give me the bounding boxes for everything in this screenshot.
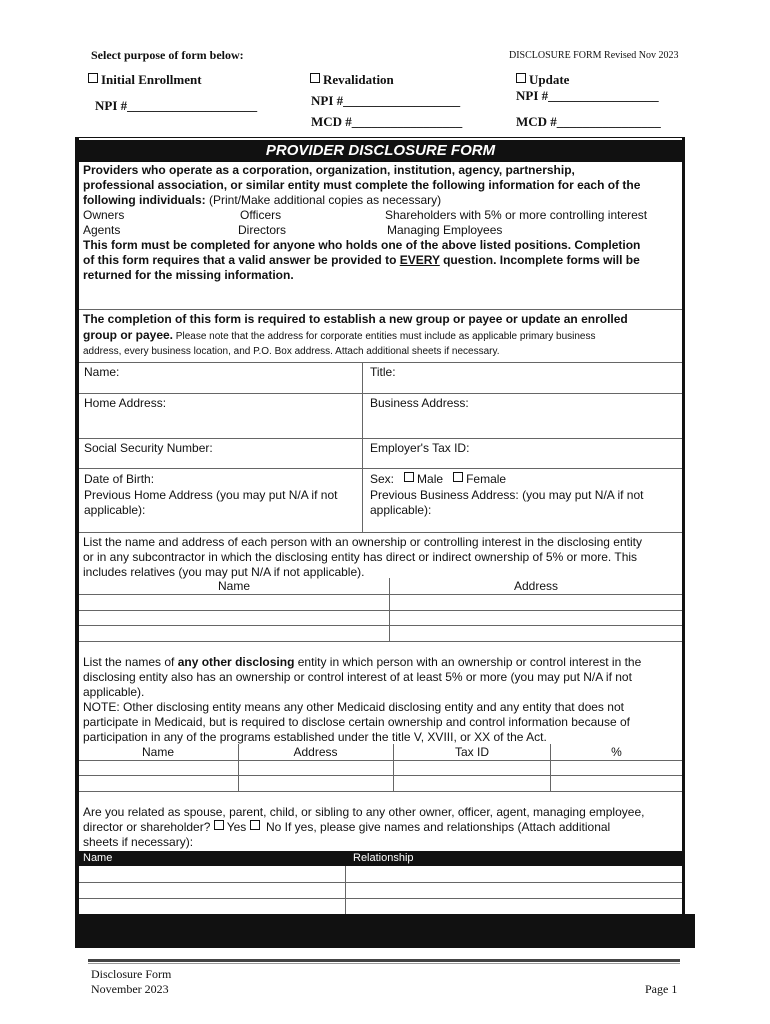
other-entity-line: NOTE: Other disclosing entity means any other Medicaid disclosing entity and any entity that does not <box>83 700 624 714</box>
update-option[interactable] <box>516 72 569 88</box>
table-line <box>79 641 682 642</box>
yes-label: Yes <box>226 820 247 834</box>
intro-line: Providers who operate as a corporation, organization, institution, agency, partnership, <box>83 163 575 177</box>
ownership-col-name: Name <box>217 579 250 593</box>
required-section <box>83 312 681 359</box>
ownership-line: List the name and address of each person with an ownership or controlling interest in the disclosing entity <box>83 535 642 549</box>
business-address-field[interactable]: Business Address: <box>370 396 469 410</box>
other-entity-text: List the names of <box>83 655 178 669</box>
footer-page: Page 1 <box>645 982 678 996</box>
complete-line: returned for the missing information. <box>83 268 294 282</box>
intro-rest: (Print/Make additional copies as necessary) <box>205 193 442 207</box>
table-line <box>79 882 682 883</box>
entity-col-address: Address <box>293 745 338 759</box>
ssn-field[interactable]: Social Security Number: <box>84 441 213 455</box>
mcd-revalidation-field[interactable]: MCD #_________________ <box>311 114 463 129</box>
related-text: If yes, please give names and relationships (Attach additional <box>281 820 611 834</box>
ownership-instructions <box>83 535 681 580</box>
role-directors: Directors <box>238 223 287 237</box>
related-text: director or shareholder? <box>83 820 214 834</box>
prev-business-label: Previous Business Address: (you may put N/A if not <box>370 488 644 502</box>
male-label: Male <box>417 472 444 486</box>
ownership-col-address: Address <box>513 579 559 593</box>
intro-section <box>83 163 678 283</box>
other-entity-bold: any other disclosing <box>177 655 295 669</box>
footer-rule <box>88 963 680 964</box>
frame-top <box>75 137 685 138</box>
ownership-line: or in any subcontractor in which the disclosing entity has direct or indirect ownership of 5% or more. This <box>83 550 638 564</box>
related-col-name: Name <box>83 852 113 864</box>
col-divider <box>362 362 363 532</box>
every-emphasis: EVERY <box>399 253 440 267</box>
sex-field <box>370 472 506 486</box>
divider <box>79 468 682 469</box>
related-line: sheets if necessary): <box>83 835 194 849</box>
table-col-line <box>345 866 346 914</box>
related-line: Are you related as spouse, parent, child, or sibling to any other owner, officer, agent, managing employee, <box>83 805 645 819</box>
complete-text: question. Incomplete forms will be <box>439 253 640 267</box>
initial-enrollment-label: Initial Enrollment <box>101 72 202 87</box>
other-entity-line: participation in any of the programs established under the title V, XVIII, or XX of the Act. <box>83 730 547 744</box>
table-line <box>79 610 682 611</box>
divider <box>79 438 682 439</box>
form-title: PROVIDER DISCLOSURE FORM <box>79 140 682 162</box>
required-line: The completion of this form is required to establish a new group or payee or update an enrolled <box>83 312 628 326</box>
complete-line: This form must be completed for anyone who holds one of the above listed positions. Completion <box>83 238 641 252</box>
required-line: address, every business location, and P.O. Box address. Attach additional sheets if necessary. <box>83 346 500 357</box>
female-checkbox[interactable] <box>453 472 463 482</box>
npi-update-field[interactable]: NPI #_________________ <box>516 88 659 103</box>
table-line <box>79 791 682 792</box>
female-label: Female <box>466 472 507 486</box>
table-line <box>79 898 682 899</box>
divider <box>79 309 682 310</box>
related-section <box>83 805 681 850</box>
required-bold: group or payee. <box>83 328 174 342</box>
sex-label: Sex: <box>370 472 395 486</box>
prev-home-address-field[interactable] <box>84 488 337 518</box>
other-entity-line: disclosing entity also has an ownership or control interest of at least 5% or more (you may put N/A if not <box>83 670 632 684</box>
no-label: No <box>266 820 282 834</box>
other-entity-line: participate in Medicaid, but is required to disclose certain ownership and control information because of <box>83 715 630 729</box>
npi-initial-field[interactable]: NPI #____________________ <box>95 98 258 113</box>
related-table-header <box>79 851 682 866</box>
male-checkbox[interactable] <box>404 472 414 482</box>
entity-col-taxid: Tax ID <box>454 745 489 759</box>
no-checkbox[interactable] <box>250 820 260 830</box>
prev-business-address-field[interactable] <box>370 488 643 518</box>
ownership-row-name-input[interactable] <box>79 595 389 610</box>
footer-rule <box>88 959 680 962</box>
employer-tax-id-field[interactable]: Employer's Tax ID: <box>370 441 470 455</box>
footer-form-name: Disclosure Form <box>91 967 172 981</box>
role-owners: Owners <box>83 208 125 222</box>
intro-line: professional association, or similar entity must complete the following information for each of the <box>83 178 641 192</box>
update-label: Update <box>529 72 570 87</box>
other-entity-text: entity in which person with an ownership or control interest in the <box>294 655 642 669</box>
dob-field[interactable]: Date of Birth: <box>84 472 155 486</box>
divider <box>79 362 682 363</box>
role-managing: Managing Employees <box>387 223 503 237</box>
home-address-field[interactable]: Home Address: <box>84 396 167 410</box>
other-entity-instructions <box>83 655 681 745</box>
table-col-line <box>550 744 551 791</box>
table-col-line <box>238 744 239 791</box>
prev-business-label: applicable): <box>370 503 432 517</box>
ownership-row-address-input[interactable] <box>390 595 682 610</box>
yes-checkbox[interactable] <box>214 820 224 830</box>
mcd-update-field[interactable]: MCD #________________ <box>516 114 661 129</box>
npi-revalidation-field[interactable]: NPI #__________________ <box>311 93 461 108</box>
related-col-relationship: Relationship <box>353 852 414 864</box>
initial-enrollment-checkbox[interactable] <box>88 73 98 83</box>
table-col-line <box>393 744 394 791</box>
select-purpose-label: Select purpose of form below: <box>91 48 244 62</box>
update-checkbox[interactable] <box>516 73 526 83</box>
entity-col-name: Name <box>141 745 174 759</box>
role-shareholders: Shareholders with 5% or more controlling interest <box>385 208 648 222</box>
table-line <box>79 760 682 761</box>
frame-left <box>75 137 79 947</box>
divider <box>79 532 682 533</box>
revised-label: DISCLOSURE FORM Revised Nov 2023 <box>509 50 679 61</box>
frame-right <box>682 137 685 915</box>
complete-text: of this form requires that a valid answer be provided to <box>83 253 400 267</box>
table-line <box>79 775 682 776</box>
other-entity-line: applicable). <box>83 685 145 699</box>
role-agents: Agents <box>83 223 121 237</box>
prev-home-label: Previous Home Address (you may put N/A if not <box>84 488 338 502</box>
revalidation-checkbox[interactable] <box>310 73 320 83</box>
prev-home-label: applicable): <box>84 503 146 517</box>
revalidation-label: Revalidation <box>323 72 394 87</box>
title-field[interactable]: Title: <box>370 365 396 379</box>
role-officers: Officers <box>240 208 282 222</box>
form-bottom-bar <box>75 914 695 948</box>
intro-bold: following individuals: <box>83 193 206 207</box>
required-rest: Please note that the address for corporate entities must include as applicable primary business <box>173 331 596 342</box>
revalidation-option[interactable] <box>310 72 394 88</box>
entity-col-pct: % <box>611 745 622 759</box>
divider <box>79 393 682 394</box>
name-field[interactable]: Name: <box>84 365 120 379</box>
initial-enrollment-option[interactable] <box>88 72 202 88</box>
ownership-line: includes relatives (you may put N/A if not applicable). <box>83 565 365 579</box>
footer-date: November 2023 <box>91 982 169 996</box>
table-line <box>79 625 682 626</box>
